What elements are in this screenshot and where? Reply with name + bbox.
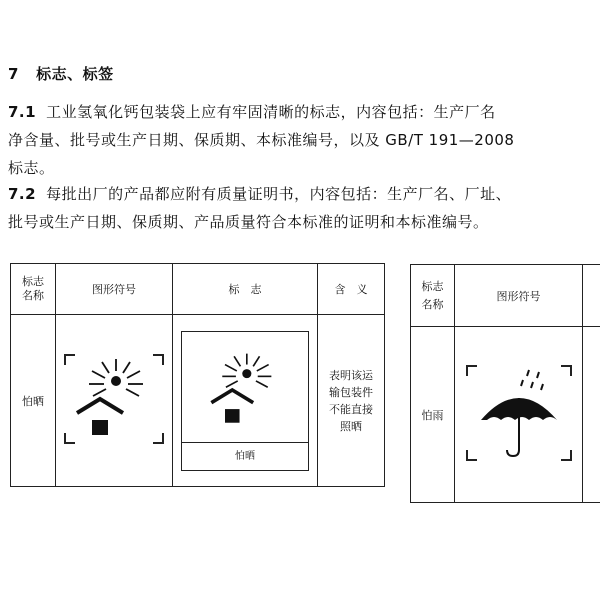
clause-7-1-line-2: 净含量、批号或生产日期、保质期、本标准编号，以及 GB/T 191—2008 <box>8 131 515 149</box>
clause-number: 7.1 <box>8 103 37 121</box>
header-mark-name: 标志名称 <box>22 275 44 302</box>
header-symbol: 图形符号 <box>56 264 173 315</box>
keep-from-sunlight-label-icon <box>195 340 295 440</box>
header-mark: 标 志 <box>173 264 318 315</box>
marks-table-left <box>10 263 385 487</box>
row-mark-name: 怕晒 <box>11 315 56 487</box>
row-meaning: 表明该运 输包装件 不能直接 照晒 <box>329 368 373 433</box>
section-heading <box>8 63 114 84</box>
keep-from-sunlight-icon <box>59 349 169 449</box>
marks-table-right <box>410 264 600 503</box>
clause-7-2-line-1: 7.2 每批出厂的产品都应附有质量证明书，内容包括：生产厂名、厂址、 <box>8 185 512 203</box>
clause-7-1-line-1: 7.1 工业氢氧化钙包装袋上应有牢固清晰的标志，内容包括：生产厂名 <box>8 103 496 121</box>
keep-dry-umbrella-icon <box>459 358 579 468</box>
header-mark-name-right: 标志名称 <box>421 279 444 311</box>
clause-7-1-line-3: 标志。 <box>8 159 55 177</box>
label-caption: 怕晒 <box>182 442 308 470</box>
row-mark-name-right: 怕雨 <box>411 327 455 503</box>
clause-7-2-line-2: 批号或生产日期、保质期、产品质量符合本标准的证明和本标准编号。 <box>8 213 489 231</box>
section-title: 标志、标签 <box>36 65 114 83</box>
clause-number: 7.2 <box>8 185 37 203</box>
section-number: 7 <box>8 65 19 83</box>
header-symbol-right: 图形符号 <box>455 265 583 327</box>
label-sample-sunlight <box>181 331 309 471</box>
header-meaning: 含 义 <box>318 264 385 315</box>
